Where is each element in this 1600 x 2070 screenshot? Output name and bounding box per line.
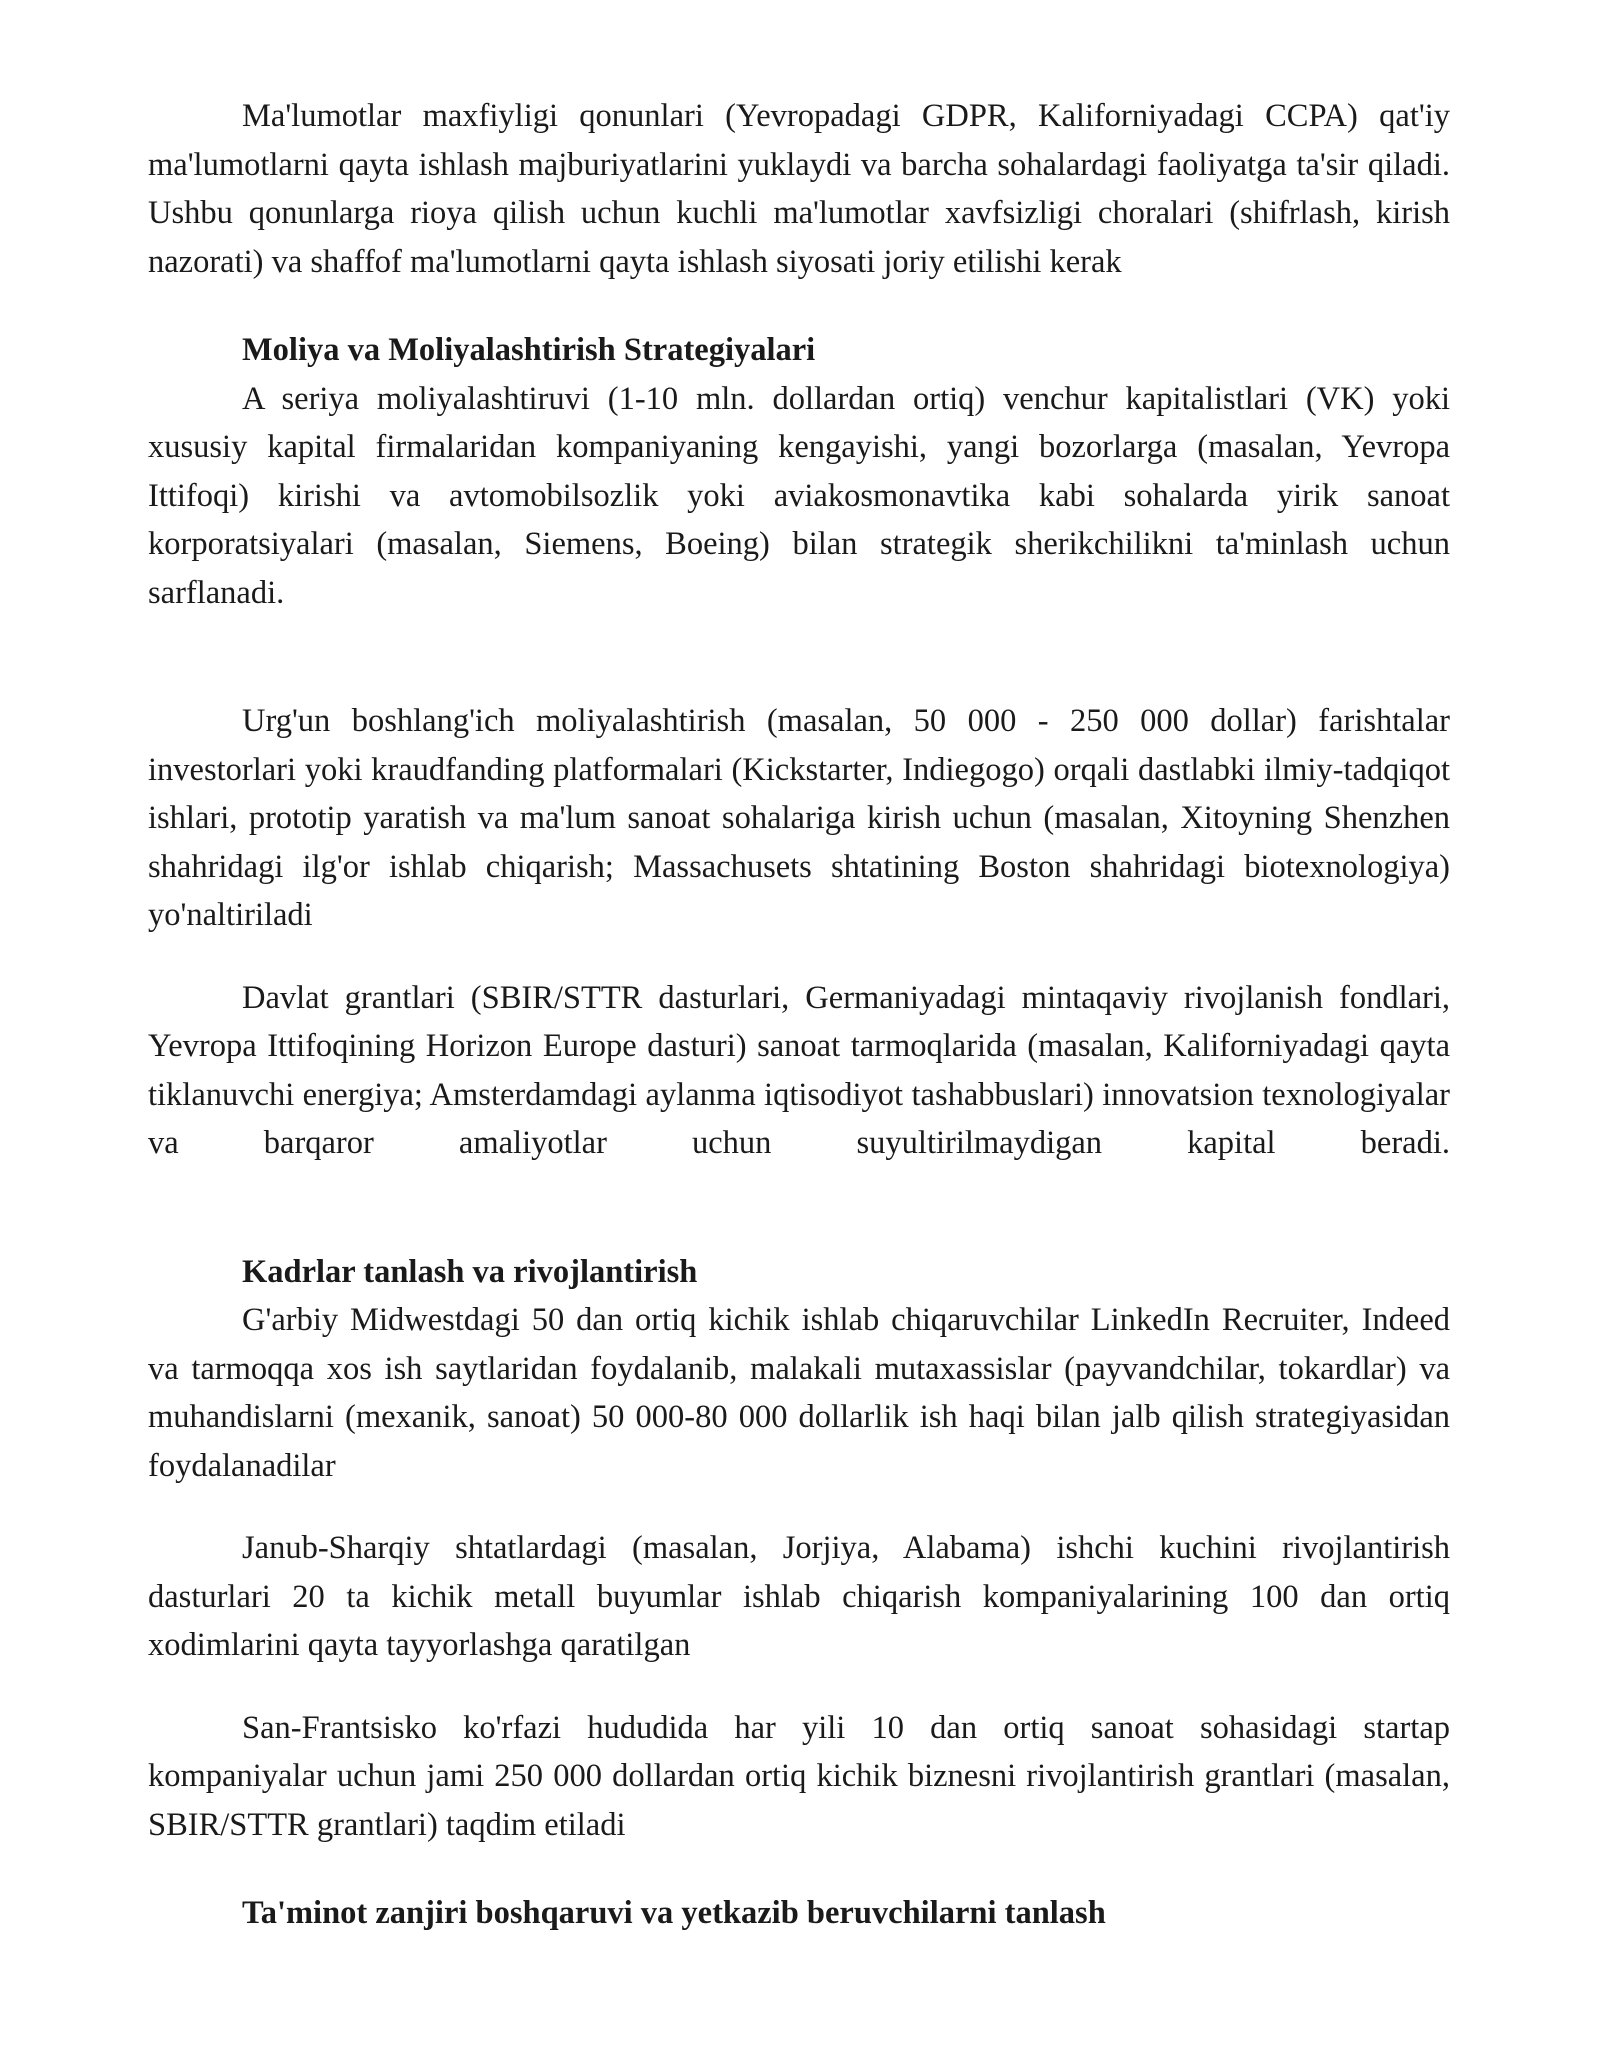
paragraph-series-a: A seriya moliyalashtiruvi (1-10 mln. dollardan ortiq) venchur kapitalistlari (VK) yoki xususiy kapital firmalaridan kompaniyaning kengayishi, yangi bozorlarga (masalan, Yevropa Ittifoqi) kirishi va avtomobilsozlik yoki aviakosmonavtika kabi sohalarda yirik sanoat korporatsiyalari (masalan, Siemens, Boeing) bilan strategik sherikchilikni ta'minlash uchun sarflanadi.	[148, 380, 1450, 611]
heading-recruitment: Kadrlar tanlash va rivojlantirish	[242, 1253, 698, 1290]
spacer	[148, 940, 1450, 974]
heading-finance-strategies: Moliya va Moliyalashtirish Strategiyalari	[242, 332, 816, 368]
paragraph-southeast-workforce: Janub-Sharqiy shtatlardagi (masalan, Jorjiya, Alabama) ishchi kuchini rivojlantirish dasturlari 20 ta kichik metall buyumlar ishlab chiqarish kompaniyalarining 100 dan ortiq xodimlarini qayta tayyorlashga qaratilgan	[148, 1530, 1450, 1663]
page-content	[148, 92, 1450, 1938]
paragraph-government-grants: Davlat grantlari (SBIR/STTR dasturlari, Germaniyadagi mintaqaviy rivojlanish fondlari, Yevropa Ittifoqining Horizon Europe dasturi) sanoat tarmoqlarida (masalan, Kaliforniyadagi qayta tiklanuvchi energiya; Amsterdamdagi aylanma iqtisodiyot tashabbuslari) innovatsion texnologiyalar va barqaror amaliyotlar uchun suyultirilmaydigan kapital beradi.	[148, 979, 1450, 1161]
heading-supply-chain: Ta'minot zanjiri boshqaruvi va yetkazib beruvchilarni tanlash	[242, 1895, 1106, 1931]
paragraph-data-privacy: Ma'lumotlar maxfiyligi qonunlari (Yevropadagi GDPR, Kaliforniyadagi CCPA) qat'iy ma'lumotlarni qayta ishlash majburiyatlarini yuklaydi va barcha sohalardagi faoliyatga ta'sir qiladi. Ushbu qonunlarga rioya qilish uchun kuchli ma'lumotlar xavfsizligi choralari (shifrlash, kirish nazorati) va shaffof ma'lumotlarni qayta ishlash siyosati joriy etilishi kerak	[148, 98, 1450, 280]
paragraph-seed-funding: Urg'un boshlang'ich moliyalashtirish (masalan, 50 000 - 250 000 dollar) farishtalar investorlari yoki kraudfanding platformalari (Kickstarter, Indiegogo) orqali dastlabki ilmiy-tadqiqot ishlari, prototip yaratish va ma'lum sanoat sohalariga kirish uchun (masalan, Xitoyning Shenzhen shahridagi ilg'or ishlab chiqarish; Massachusets shtatining Boston shahridagi biotexnologiya) yo'naltiriladi	[148, 703, 1450, 933]
spacer	[148, 1670, 1450, 1704]
spacer	[148, 1849, 1450, 1889]
spacer	[148, 1490, 1450, 1524]
spacer	[148, 617, 1450, 697]
paragraph-bay-area-grants: San-Frantsisko ko'rfazi hududida har yili 10 dan ortiq sanoat sohasidagi startap kompaniyalar uchun jami 250 000 dollardan ortiq kichik biznesni rivojlantirish grantlari (masalan, SBIR/STTR grantlari) taqdim etiladi	[148, 1709, 1450, 1843]
paragraph-midwest-recruiting: G'arbiy Midwestdagi 50 dan ortiq kichik ishlab chiqaruvchilar LinkedIn Recruiter, Indeed va tarmoqqa xos ish saytlaridan foydalanib, malakali mutaxassislar (payvandchilar, tokardlar) va muhandislarni (mexanik, sanoat) 50 000-80 000 dollarlik ish haqi bilan jalb qilish strategiyasidan foydalanadilar	[148, 1302, 1450, 1484]
spacer	[148, 1168, 1450, 1248]
spacer	[148, 286, 1450, 326]
